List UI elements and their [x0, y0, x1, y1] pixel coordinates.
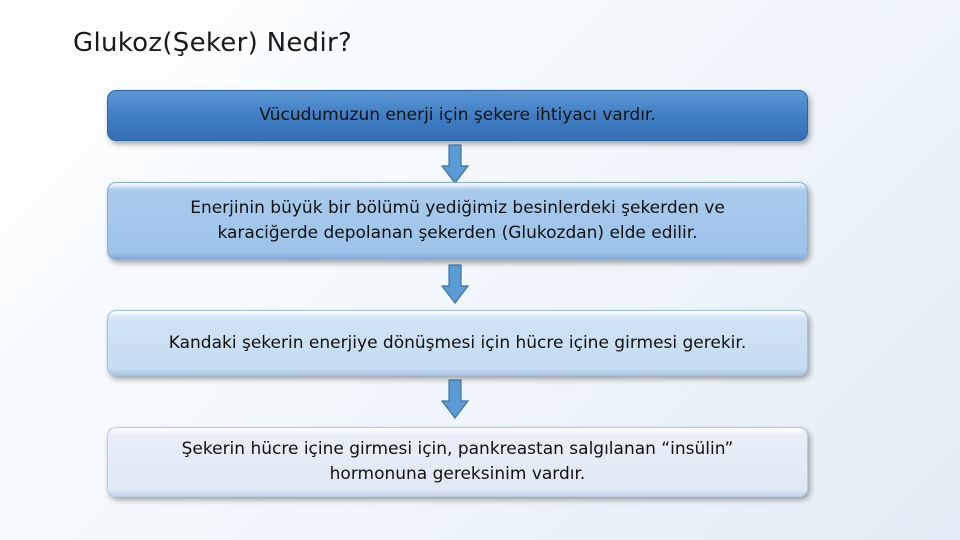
down-arrow-icon — [440, 264, 470, 304]
flow-step-3 — [107, 310, 808, 376]
flow-step-2-line-1: Enerjinin büyük bir bölümü yediğimiz besinlerdeki şekerden ve — [190, 198, 725, 218]
slide-title: Glukoz(Şeker) Nedir? — [73, 28, 353, 58]
flow-step-2-text — [190, 196, 725, 246]
flow-step-2-line-2: karaciğerde depolanan şekerden (Glukozdan) elde edilir. — [217, 223, 698, 243]
flow-step-1-line-1: Vücudumuzun enerji için şekere ihtiyacı vardır. — [259, 105, 656, 125]
flow-step-3-text — [169, 331, 747, 356]
flow-step-4 — [107, 427, 808, 497]
flow-step-1 — [107, 90, 808, 141]
flow-step-2 — [107, 182, 808, 260]
flow-step-4-line-1: Şekerin hücre içine girmesi için, pankreastan salgılanan “insülin” — [181, 439, 734, 459]
flow-step-4-line-2: hormonuna gereksinim vardır. — [329, 464, 586, 484]
down-arrow-icon — [440, 144, 470, 184]
flow-step-4-text — [182, 437, 734, 487]
flow-step-3-line-1: Kandaki şekerin enerjiye dönüşmesi için hücre içine girmesi gerekir. — [168, 332, 747, 353]
flow-step-1-text — [259, 103, 656, 128]
down-arrow-icon — [440, 379, 470, 419]
